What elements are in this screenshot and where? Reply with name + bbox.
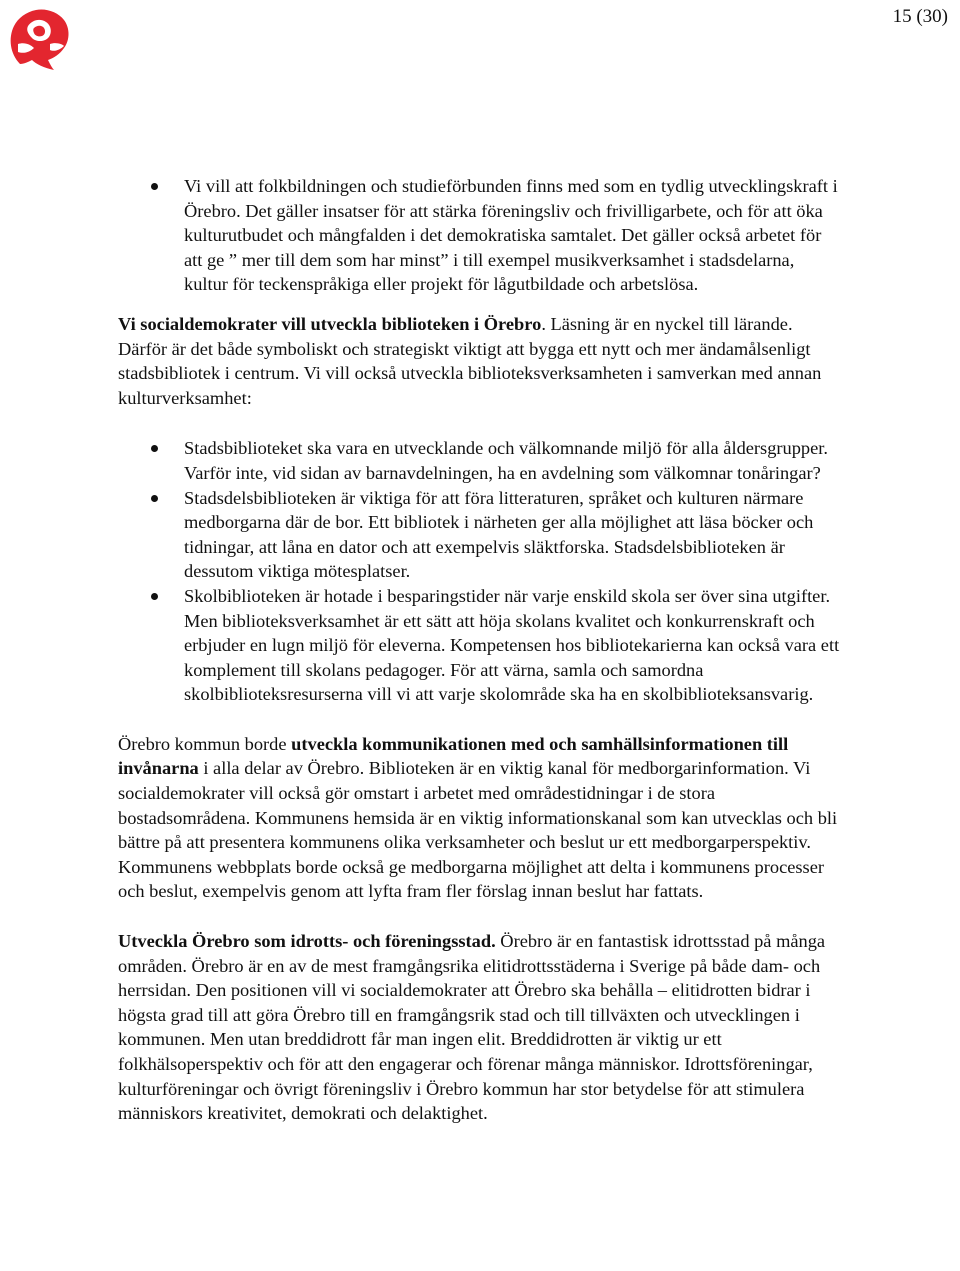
library-heading: Vi socialdemokrater vill utveckla biblioteken i Örebro [118,313,542,334]
communication-prefix: Örebro kommun borde [118,733,292,754]
list-item: Stadsbiblioteket ska vara en utvecklande och välkomnande miljö för alla åldersgrupper. Varför inte, vid sidan av barnavdelningen, ha en avdelning som välkomnar tonåringar? [184,436,842,485]
bullet-text: Vi vill att folkbildningen och studieförbunden finns med som en tydlig utvecklingskraft i Örebro. Det gäller insatser för att stärka föreningsliv och frivilligarbete, och för att öka kulturutbudet och mångfalden i det demokratiska samtalet. [184,176,838,246]
communication-heading: utveckla kommunikationen med och samhällsinformationen till invånarna [118,733,789,779]
document-body [118,174,842,1126]
bullet-text: Det gäller också arbetet för att ge ” mer till dem som har minst” i till exempel musikverksamhet i stadsdelarna, kultur för teckenspråkiga eller projekt för lågutbildade och arbetslösa. [184,225,822,295]
page-number: 15 (30) [892,6,948,27]
sports-paragraph [118,929,842,1126]
library-text: . Läsning är en nyckel till lärande. Därför är det både symboliskt och strategiskt viktigt att bygga ett nytt och mer ändamålsenligt stadsbibliotek i centrum. Vi vill också utveckla biblioteksverksamheten i samverkan med annan kulturverksamhet: [118,313,822,408]
list-item [184,174,842,297]
library-paragraph [118,312,842,410]
communication-paragraph [118,732,842,904]
list-item: Stadsdelsbiblioteken är viktiga för att föra litteraturen, språket och kulturen närmare medborgarna där de bor. Ett bibliotek i närheten ger alla möjlighet att läsa böcker och tidningar, att låna en dator och att exempelvis släktforska. Stadsdelsbiblioteken är dessutom viktiga mötesplatser. [184,486,842,584]
sports-text: Örebro är en fantastisk idrottsstad på många områden. Örebro är en av de mest framgångsrika elitidrottsstäderna i Sverige på både dam- och herrsidan. Den positionen vill vi socialdemokrater att Örebro ska behålla – elitidrotten bidrar i högsta grad till att göra Örebro till en framgångsrik stad och till tillväxten och utvecklingen i kommunen. Men utan breddidrott får man ingen elit. Breddidrotten är viktig ur ett folkhälsoperspektiv och för att den engagerar och förenar många människor. Idrottsföreningar, kulturföreningar och övrigt föreningsliv i Örebro kommun har stor betydelse för att stimulera människors kreativitet, demokrati och delaktighet. [118,931,826,1124]
folkbildning-bullet-list [118,174,842,297]
list-item: Skolbiblioteken är hotade i besparingstider när varje enskild skola ser över sina utgifter. Men biblioteksverksamhet är ett sätt att höja skolans kvalitet och konkurrenskraft och erbjuder en lugn miljö för eleverna. Kompetensen hos bibliotekarierna kan också vara ett komplement till skolans pedagoger. För att värna, samla och samordna skolbiblioteksresurserna vill vi att varje skolområde ska ha en skolbiblioteksansvarig. [184,584,842,707]
library-bullet-list [118,436,842,707]
rose-logo-icon [6,4,74,72]
sports-heading: Utveckla Örebro som idrotts- och föreningsstad. [118,931,496,952]
communication-text: i alla delar av Örebro. Biblioteken är en viktig kanal för medborgarinformation. Vi socialdemokrater vill också gör omstart i arbetet med områdestidningar i de stora bostadsområdena. Kommunens hemsida är en viktig informationskanal som kan utvecklas och bli bättre på att presentera kommunens olika verksamheter och beslut ur ett medborgarperspektiv. Kommunens webbplats borde också ge medborgarna möjlighet att delta i kommunens processer och beslut, exempelvis genom att lyfta fram fler förslag innan beslut har fattats. [118,758,838,902]
